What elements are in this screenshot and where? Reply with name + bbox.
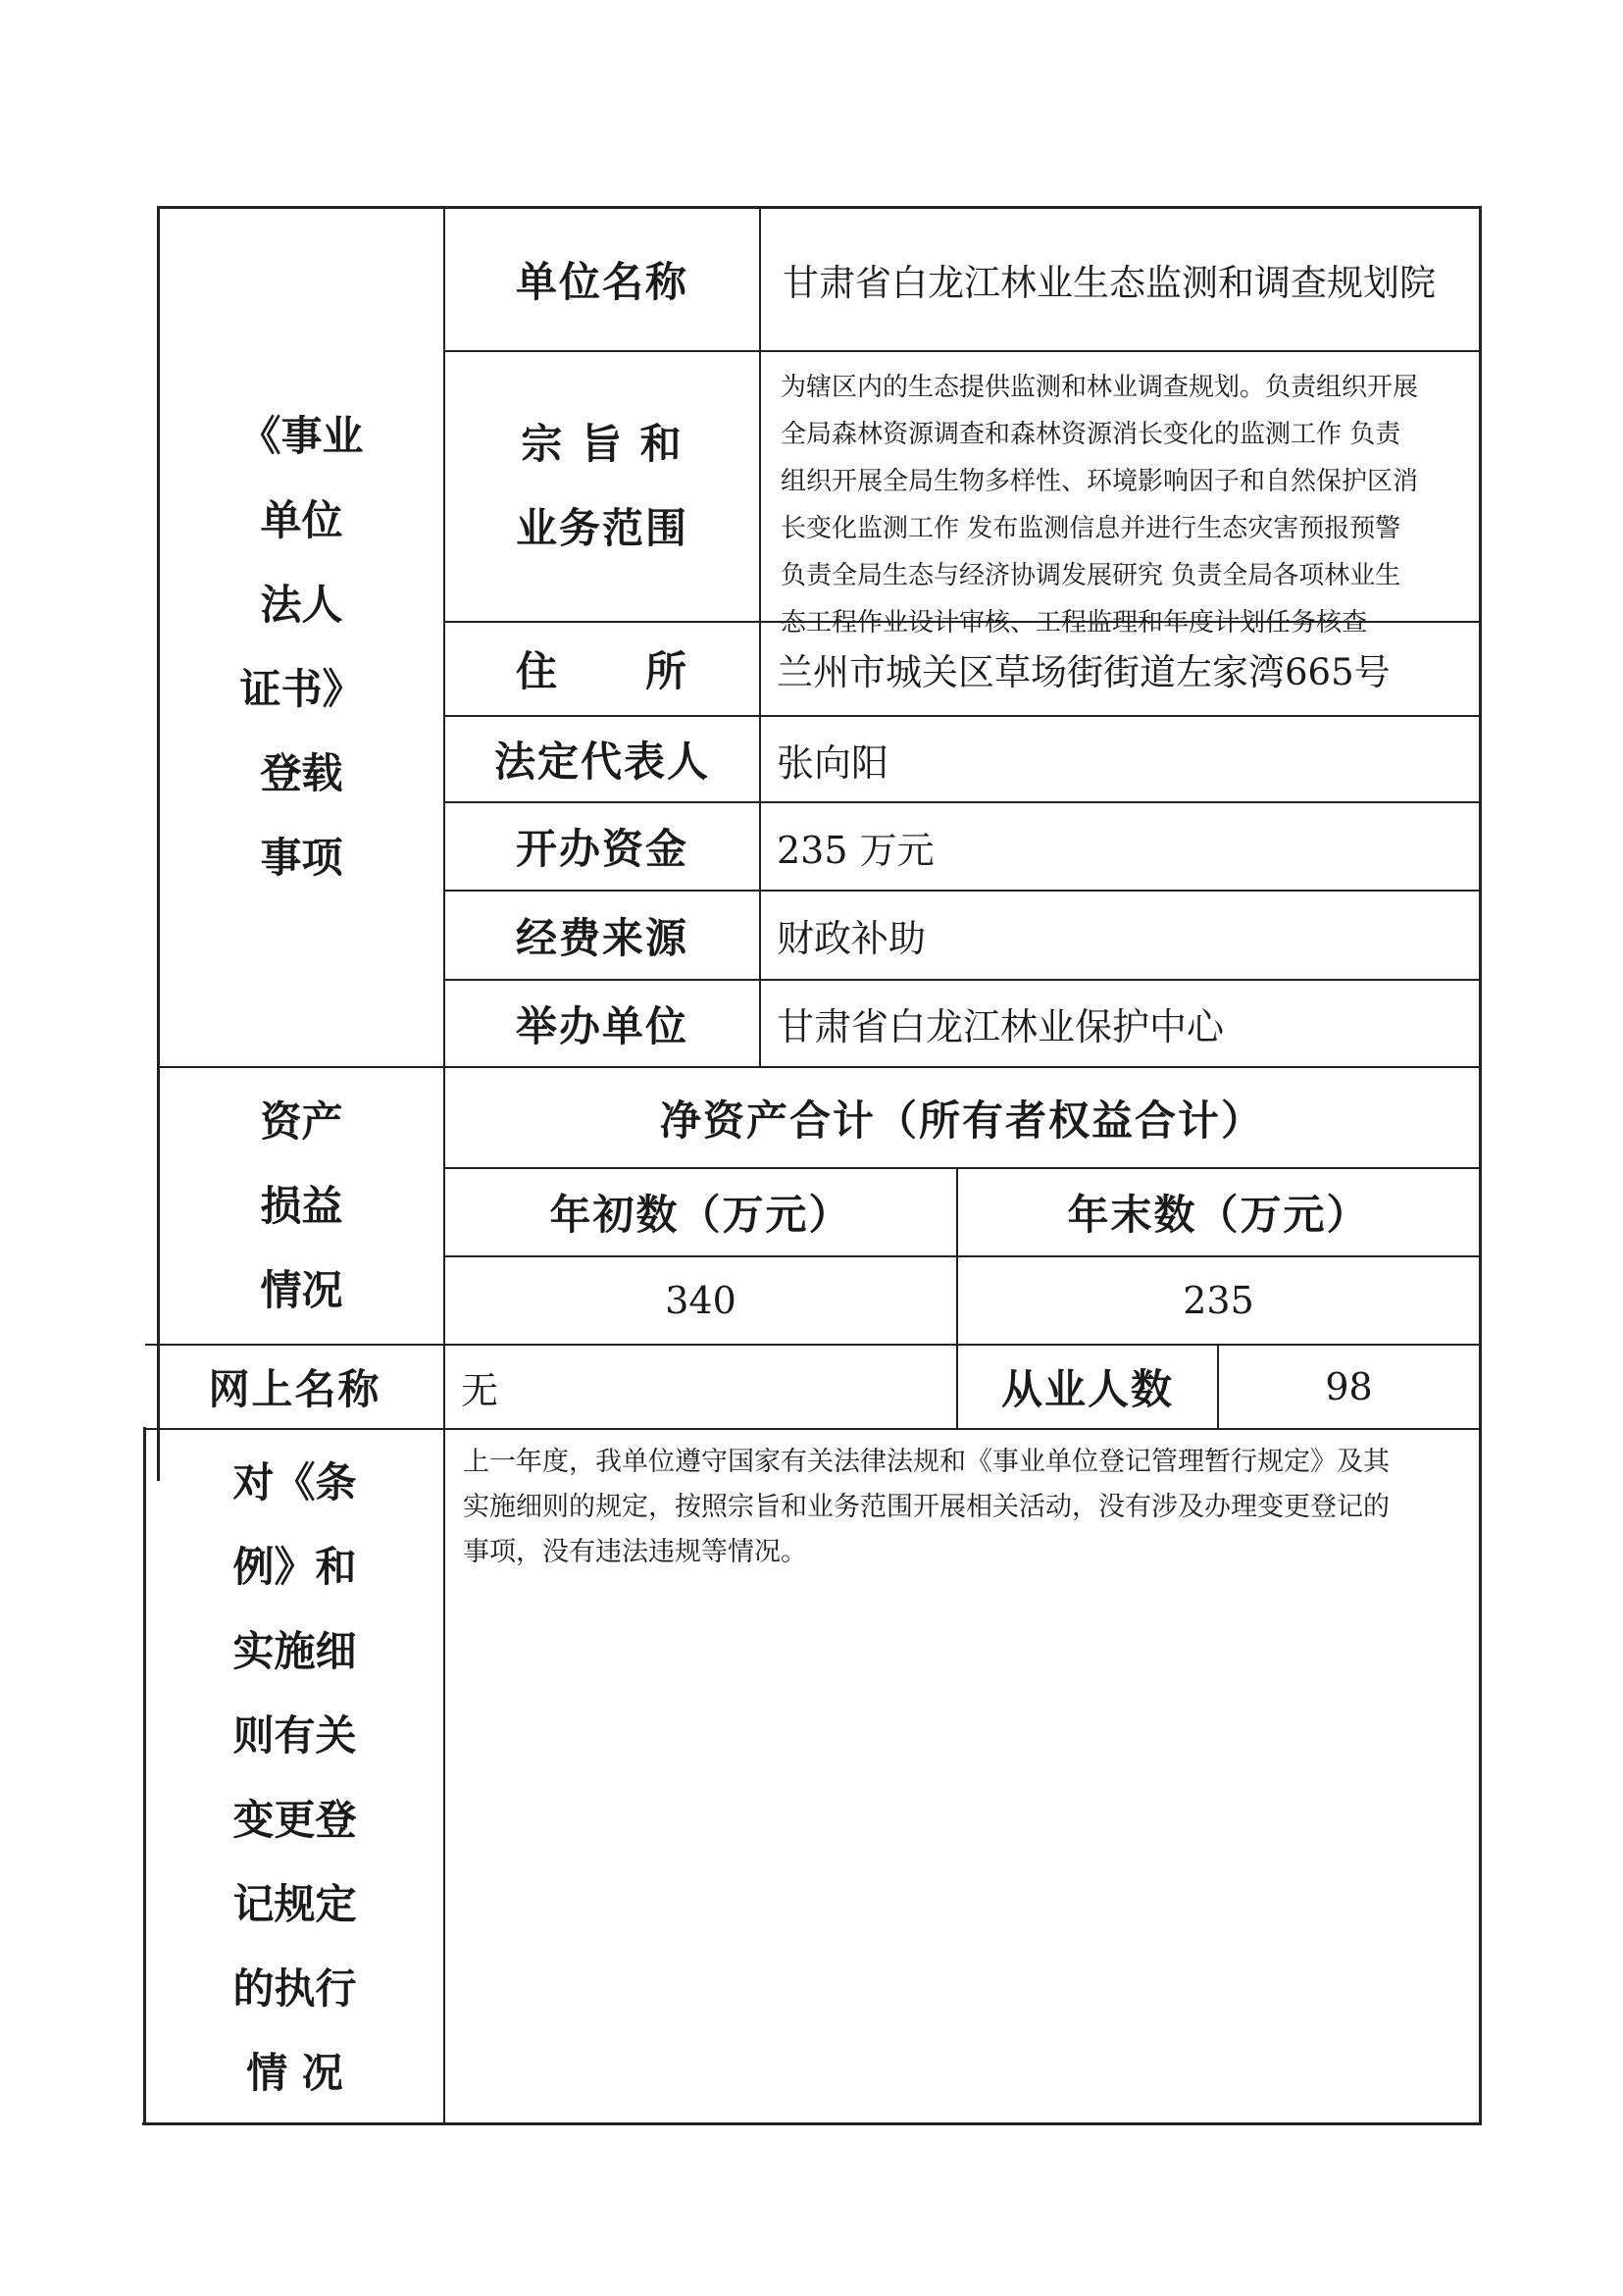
staff-count-label: 从业人数 — [1000, 1365, 1174, 1413]
beginning-balance-header: 年初数（万元） — [549, 1191, 852, 1239]
unit-name-label: 单位名称 — [515, 257, 688, 306]
outer-right-border — [1479, 206, 1482, 2125]
purpose-label-line: 宗 旨 和 — [521, 420, 684, 468]
ending-balance-header: 年末数（万元） — [1067, 1191, 1370, 1239]
address-value: 兰州市城关区草场街街道左家湾665号 — [777, 651, 1391, 693]
net-assets-header: 净资产合计（所有者权益合计） — [659, 1096, 1264, 1145]
address-label: 住 所 — [515, 647, 688, 695]
compliance-text-line: 上一年度，我单位遵守国家有关法律法规和《事业单位登记管理暂行规定》及其 — [463, 1447, 1390, 1477]
purpose-label-line: 业务范围 — [515, 504, 688, 552]
compliance-text-line: 实施细则的规定，按照宗旨和业务范围开展相关活动，没有涉及办理变更登记的 — [463, 1492, 1390, 1522]
compliance-title-line: 情 况 — [246, 2049, 343, 2097]
staff-count-value: 98 — [1325, 1365, 1373, 1408]
registration-title-line: 事项 — [260, 834, 343, 882]
online-name-label: 网上名称 — [208, 1365, 381, 1413]
funding-source-value: 财政补助 — [777, 917, 927, 960]
registration-title-line: 《事业 — [239, 412, 364, 460]
assets-title-line: 资产 — [260, 1097, 343, 1146]
assets-section-title — [160, 1068, 443, 1344]
sponsor-unit-value: 甘肃省白龙江林业保护中心 — [777, 1005, 1225, 1048]
purpose-text-line: 全局森林资源调查和森林资源消长变化的监测工作 负责 — [781, 420, 1401, 449]
online-name-value: 无 — [461, 1368, 499, 1412]
compliance-title-line: 实施细 — [232, 1627, 357, 1675]
compliance-text-line: 事项，没有违法违规等情况。 — [463, 1537, 807, 1567]
compliance-title-line: 则有关 — [232, 1711, 357, 1760]
sponsor-unit-label: 举办单位 — [515, 1001, 688, 1050]
outer-bottom-border — [142, 2122, 1482, 2125]
compliance-section-title — [146, 1440, 443, 2117]
compliance-title-line: 变更登 — [232, 1796, 357, 1844]
registered-capital-value: 235 万元 — [777, 828, 935, 872]
compliance-title-line: 例》和 — [232, 1543, 357, 1591]
compliance-title-line: 记规定 — [232, 1880, 357, 1928]
purpose-text-line: 组织开展全局生物多样性、环境影响因子和自然保护区消 — [781, 467, 1419, 496]
beginning-balance-value: 340 — [665, 1279, 736, 1322]
purpose-text-line: 为辖区内的生态提供监测和林业调查规划。负责组织开展 — [781, 373, 1419, 402]
purpose-text-line: 负责全局生态与经济协调发展研究 负责全局各项林业生 — [781, 561, 1401, 590]
funding-source-label: 经费来源 — [515, 913, 688, 962]
assets-title-line: 情况 — [260, 1265, 343, 1314]
registration-section-title — [160, 373, 443, 922]
legal-representative-label: 法定代表人 — [493, 738, 710, 786]
purpose-scope-value — [761, 352, 1479, 638]
assets-title-line: 损益 — [260, 1181, 343, 1230]
compliance-title-line: 对《条 — [232, 1458, 357, 1506]
registration-title-line: 单位 — [260, 496, 343, 544]
purpose-text-line: 长变化监测工作 发布监测信息并进行生态灾害预报预警 — [781, 514, 1401, 543]
registered-capital-label: 开办资金 — [515, 825, 688, 873]
legal-representative-value: 张向阳 — [777, 740, 889, 785]
registration-title-line: 证书》 — [239, 665, 364, 713]
purpose-scope-label — [445, 352, 759, 621]
registration-title-line: 法人 — [260, 581, 343, 629]
registration-title-line: 登载 — [260, 749, 343, 797]
ending-balance-value: 235 — [1183, 1279, 1254, 1322]
compliance-title-line: 的执行 — [232, 1964, 357, 2013]
compliance-statement — [445, 1430, 1479, 2122]
unit-name-value: 甘肃省白龙江林业生态监测和调查规划院 — [783, 261, 1436, 304]
purpose-text-line: 态工程作业设计审核、工程监理和年度计划任务核查 — [781, 608, 1368, 638]
